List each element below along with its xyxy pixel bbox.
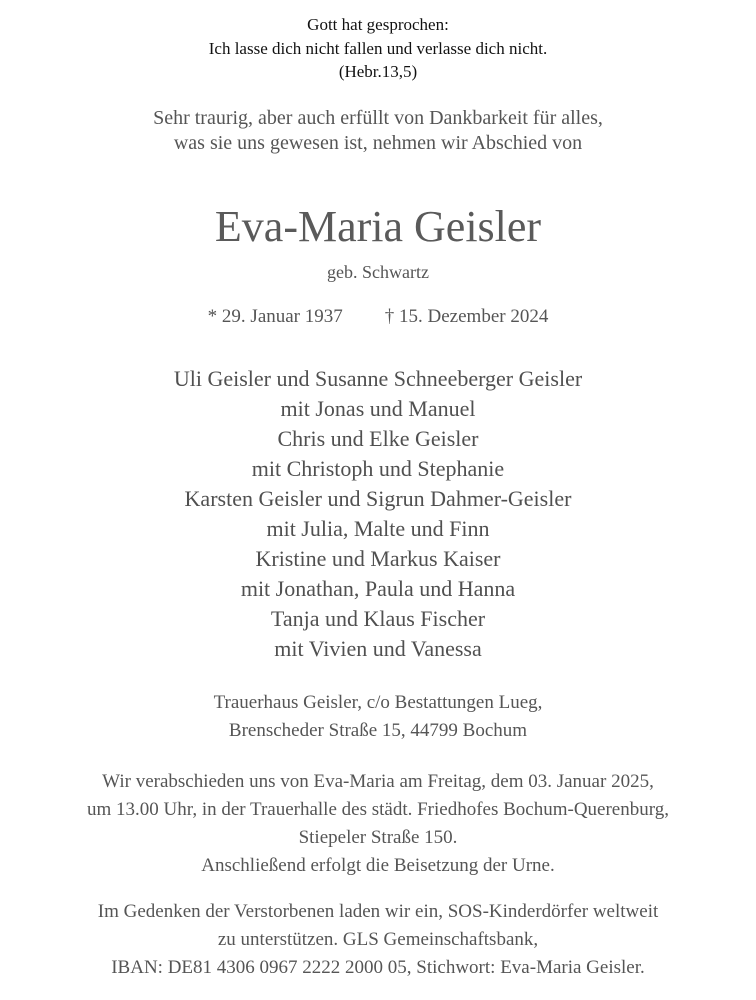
family-line: Tanja und Klaus Fischer (270, 606, 486, 631)
verse-reference: (Hebr.13,5) (338, 62, 418, 81)
donation-line-2: zu unterstützen. GLS Gemeinschaftsbank, (217, 929, 539, 950)
birth-date: * 29. Januar 1937 (207, 306, 343, 327)
deceased-name: Eva-Maria Geisler (214, 202, 542, 251)
donation-line-3: IBAN: DE81 4306 0967 2222 2000 05, Stichwort: Eva-Maria Geisler. (111, 957, 645, 978)
verse-line-2: Ich lasse dich nicht fallen und verlasse dich nicht. (208, 39, 548, 58)
family-line: Uli Geisler und Susanne Schneeberger Geisler (173, 366, 583, 391)
donation-line-1: Im Gedenken der Verstorbenen laden wir ein, SOS-Kinderdörfer weltweit (97, 901, 659, 922)
family-line: Chris und Elke Geisler (277, 426, 479, 451)
death-date: † 15. Dezember 2024 (384, 306, 549, 327)
family-line: mit Jonathan, Paula und Hanna (240, 576, 516, 601)
funeral-line-1: Wir verabschieden uns von Eva-Maria am Freitag, dem 03. Januar 2025, (102, 771, 654, 792)
address-line-2: Brenscheder Straße 15, 44799 Bochum (228, 720, 528, 741)
family-line: mit Julia, Malte und Finn (266, 516, 490, 541)
funeral-line-3: Stiepeler Straße 150. (298, 827, 458, 848)
family-line: mit Christoph und Stephanie (251, 456, 505, 481)
verse-line-1: Gott hat gesprochen: (307, 15, 449, 34)
family-line: Kristine und Markus Kaiser (255, 546, 501, 571)
intro-line-1: Sehr traurig, aber auch erfüllt von Dankbarkeit für alles, (153, 107, 603, 129)
life-dates (0, 307, 756, 326)
address-line-1: Trauerhaus Geisler, c/o Bestattungen Lueg, (213, 692, 543, 713)
birth-name: geb. Schwartz (327, 262, 429, 282)
family-line: mit Vivien und Vanessa (274, 636, 482, 661)
family-line: mit Jonas und Manuel (280, 396, 476, 421)
funeral-line-4: Anschließend erfolgt die Beisetzung der Urne. (201, 855, 555, 876)
funeral-line-2: um 13.00 Uhr, in der Trauerhalle des städt. Friedhofes Bochum-Querenburg, (87, 799, 669, 820)
intro-line-2: was sie uns gewesen ist, nehmen wir Abschied von (173, 132, 583, 154)
family-line: Karsten Geisler und Sigrun Dahmer-Geisler (184, 486, 572, 511)
